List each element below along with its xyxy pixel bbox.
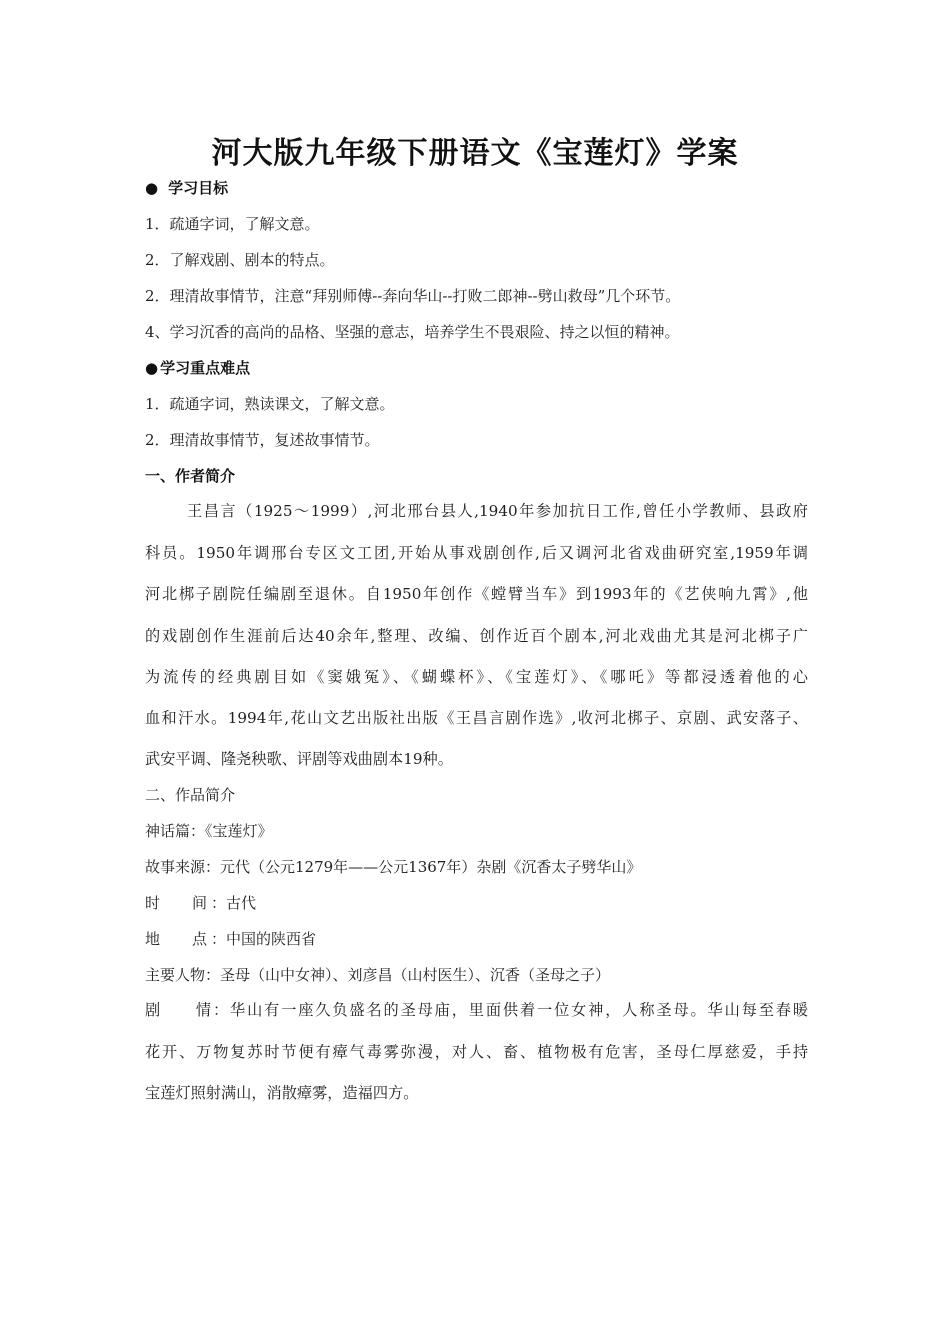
author-paragraph-line: 王昌言（1925～1999）,河北邢台县人,1940年参加抗日工作,曾任小学教师、县政府 [187,502,808,520]
work-place-line [145,929,316,949]
time-value: ：古代 [211,894,257,912]
goals-heading-line [145,178,228,198]
time-label-b: 间 [192,894,208,912]
plot-label-a: 剧 [145,1001,163,1019]
goals-heading: 学习目标 [168,179,229,197]
place-label-b: 点 [192,930,208,948]
goal-item-1: 1．疏通字词，了解文意。 [145,215,320,233]
goal-item-4: 4、学习沉香的高尚的品格、坚强的意志，培养学生不畏艰险、持之以恒的精神。 [145,323,680,341]
place-label-a: 地 [145,930,161,948]
author-paragraph-line: 为流传的经典剧目如《窦娥冤》、《蝴蝶杯》、《宝莲灯》、《哪吒》等都浸透着他的心 [145,668,808,686]
author-paragraph-line-last: 武安平调、隆尧秧歌、评剧等戏曲剧本19种。 [145,750,453,768]
plot-label-b: 情 [194,1001,213,1019]
work-plot-line-last: 宝莲灯照射满山，消散瘴雾，造福四方。 [145,1084,419,1102]
author-heading: 一、作者简介 [145,467,236,485]
goal-item-3: 2．理清故事情节，注意“拜别师傅--奔向华山--打败二郎神--劈山救母”几个环节。 [145,287,681,305]
document-title: 河大版九年级下册语文《宝莲灯》学案 [211,136,739,171]
plot-text: ：华山有一座久负盛名的圣母庙，里面供着一位女神，人称圣母。华山每至春暖 [212,1001,809,1019]
author-paragraph-line: 的戏剧创作生涯前后达40余年,整理、改编、创作近百个剧本,河北戏曲尤其是河北梆子广 [145,627,808,645]
place-value: ：中国的陕西省 [211,930,317,948]
author-paragraph-line: 河北梆子剧院任编剧至退休。自1950年创作《螳臂当车》到1993年的《艺侠响九霄》,他 [145,585,808,603]
key-points-heading: 学习重点难点 [160,359,251,377]
bullet-icon: ● [145,179,159,197]
author-paragraph-line: 科员。1950年调邢台专区文工团,开始从事戏剧创作,后又调河北省戏曲研究室,1959年调 [145,544,808,562]
work-characters: 主要人物：圣母（山中女神）、刘彦昌（山村医生）、沉香（圣母之子） [145,966,611,984]
goal-item-2: 2．了解戏剧、剧本的特点。 [145,251,335,269]
time-label-a: 时 [145,894,161,912]
work-heading: 二、作品简介 [145,786,236,804]
bullet-icon: ● [145,359,159,377]
work-myth: 神话篇：《宝莲灯》 [145,822,273,840]
author-paragraph-line: 血和汗水。1994年,花山文艺出版社出版《王昌言剧作选》,收河北梆子、京剧、武安落子、 [145,709,808,727]
work-time-line [145,893,256,913]
key-point-item-1: 1．疏通字词，熟读课文，了解文意。 [145,395,395,413]
key-point-item-2: 2．理清故事情节，复述故事情节。 [145,431,380,449]
work-plot-line: 花开、万物复苏时节便有瘴气毒雾弥漫，对人、畜、植物极有危害，圣母仁厚慈爱，手持 [145,1043,808,1061]
key-points-heading-line [145,358,250,378]
work-plot-line-first [145,1000,808,1020]
work-source: 故事来源：元代（公元1279年——公元1367年）杂剧《沉香太子劈华山》 [145,858,642,876]
